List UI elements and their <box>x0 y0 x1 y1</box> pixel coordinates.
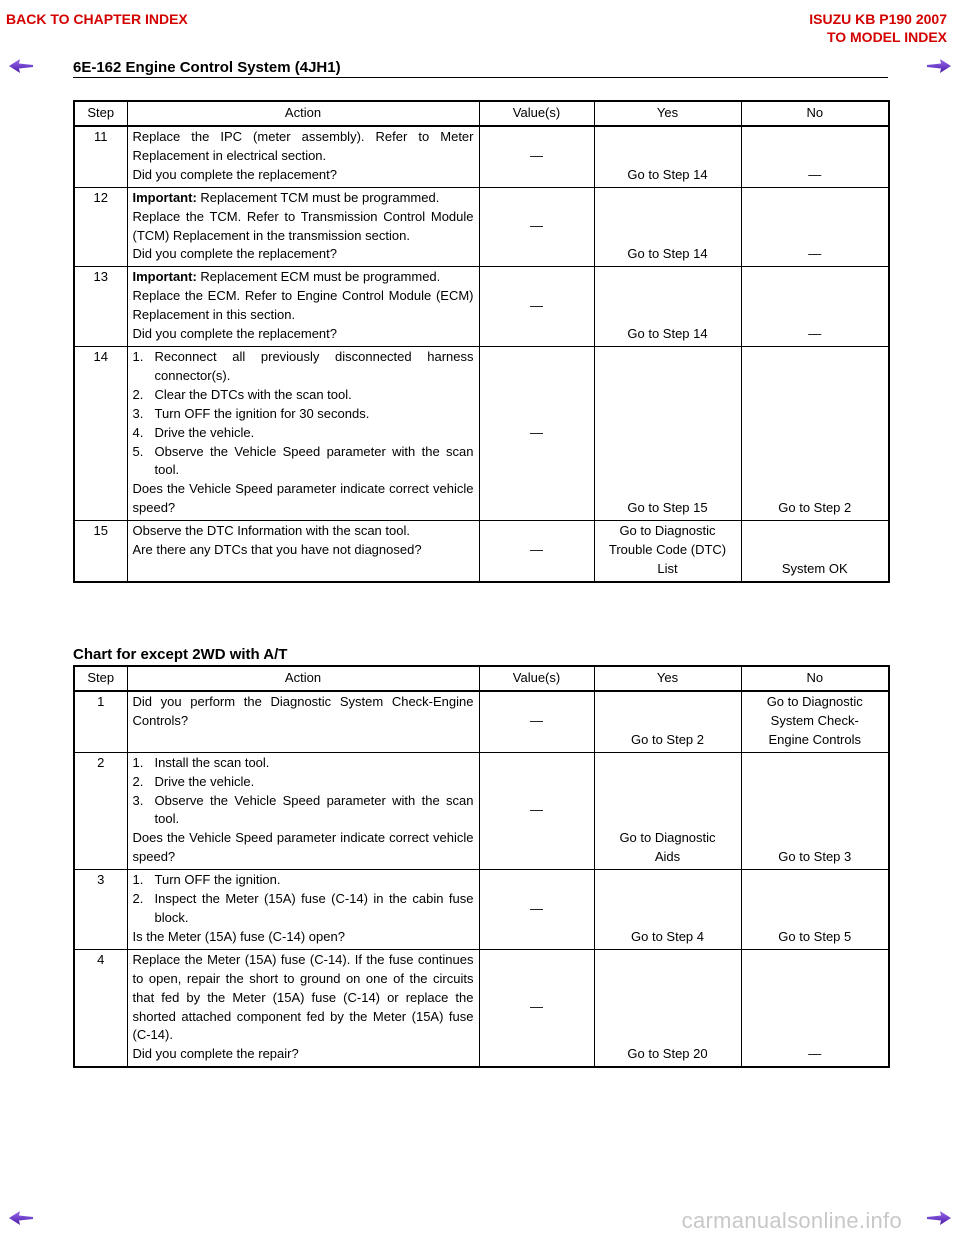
list-item: 4. Drive the vehicle. <box>132 424 255 440</box>
list-item: 5. Observe the Vehicle Speed parameter with the scan tool. <box>132 443 474 478</box>
step-number: 2 <box>74 752 127 869</box>
action-question: Are there any DTCs that you have not diagnosed? <box>132 542 422 558</box>
list-item: 3. Observe the Vehicle Speed parameter with the scan tool. <box>132 792 474 827</box>
list-item: 1. Install the scan tool. <box>132 754 270 770</box>
action-question: Does the Vehicle Speed parameter indicate correct vehicle speed? <box>132 481 474 516</box>
action-cell <box>127 126 479 187</box>
action-text: Replace the Meter (15A) fuse (C-14). If the fuse continues to open, repair the short to ground on one of the circuits that fed by the Meter (15A) fuse (C-14) or replace the shorted attached component fed by the Meter (15A) fuse (C-14). <box>132 951 474 1043</box>
step-number: 13 <box>74 267 127 347</box>
column-header-yes: Yes <box>594 666 741 691</box>
important-text: Replacement ECM must be programmed. <box>196 269 441 285</box>
right-arrow-icon[interactable] <box>926 58 952 74</box>
no-cell: Go to Step 2 <box>741 346 889 520</box>
procedure-list <box>133 754 474 830</box>
diagnostic-table-2 <box>73 665 890 1068</box>
table-row <box>74 870 889 950</box>
action-text: Replace the ECM. Refer to Engine Control Module (ECM) Replacement in this section. <box>132 288 474 323</box>
no-cell: — <box>741 126 889 187</box>
list-item: 3. Turn OFF the ignition for 30 seconds. <box>132 405 370 421</box>
yes-cell: Go to Diagnostic Aids <box>594 752 741 869</box>
value-cell: — <box>479 870 594 950</box>
column-header-yes: Yes <box>594 101 741 126</box>
value-cell: — <box>479 521 594 582</box>
list-item: 2. Clear the DTCs with the scan tool. <box>132 386 352 402</box>
yes-cell: Go to Step 20 <box>594 949 741 1067</box>
table-header-row <box>74 101 889 126</box>
page-title: 6E-162 Engine Control System (4JH1) <box>73 59 341 76</box>
value-cell: — <box>479 267 594 347</box>
value-cell: — <box>479 346 594 520</box>
column-header-value: Value(s) <box>479 101 594 126</box>
important-label: Important: <box>132 189 197 205</box>
back-to-chapter-index-link[interactable]: BACK TO CHAPTER INDEX <box>6 11 188 27</box>
table-row <box>74 691 889 752</box>
column-header-value: Value(s) <box>479 666 594 691</box>
value-cell: — <box>479 187 594 267</box>
no-cell: — <box>741 949 889 1067</box>
step-number: 1 <box>74 691 127 752</box>
no-cell: Go to Step 3 <box>741 752 889 869</box>
list-item: 2. Inspect the Meter (15A) fuse (C-14) in the cabin fuse block. <box>132 891 474 925</box>
column-header-no: No <box>741 666 889 691</box>
action-cell <box>127 187 479 267</box>
procedure-list <box>133 871 474 928</box>
yes-cell: Go to Step 14 <box>594 187 741 267</box>
action-cell <box>127 267 479 347</box>
table-row <box>74 949 889 1067</box>
no-cell: System OK <box>741 521 889 582</box>
left-arrow-icon[interactable] <box>8 58 34 74</box>
yes-cell: Go to Step 14 <box>594 267 741 347</box>
column-header-action: Action <box>127 101 479 126</box>
step-number: 12 <box>74 187 127 267</box>
no-cell: — <box>741 267 889 347</box>
diagnostic-table-1 <box>73 100 890 583</box>
value-cell: — <box>479 691 594 752</box>
column-header-no: No <box>741 101 889 126</box>
step-number: 15 <box>74 521 127 582</box>
action-text: Replace the IPC (meter assembly). Refer to Meter Replacement in electrical section. <box>132 129 474 163</box>
action-question: Is the Meter (15A) fuse (C-14) open? <box>132 928 345 944</box>
action-text: Did you perform the Diagnostic System Check-Engine Controls? <box>132 694 474 728</box>
action-cell <box>127 870 479 950</box>
table-row <box>74 752 889 869</box>
model-title: ISUZU KB P190 2007 <box>809 11 947 27</box>
no-cell: Go to Diagnostic System Check-Engine Controls <box>741 691 889 752</box>
important-text: Replacement TCM must be programmed. <box>196 189 440 205</box>
no-cell: — <box>741 187 889 267</box>
action-text: Observe the DTC Information with the scan tool. <box>132 523 410 539</box>
column-header-step: Step <box>74 101 127 126</box>
action-question: Did you complete the repair? <box>132 1046 299 1062</box>
column-header-step: Step <box>74 666 127 691</box>
table-header-row <box>74 666 889 691</box>
action-cell <box>127 691 479 752</box>
value-cell: — <box>479 126 594 187</box>
action-cell <box>127 752 479 869</box>
column-header-action: Action <box>127 666 479 691</box>
list-item: 1. Turn OFF the ignition. <box>132 872 281 888</box>
action-question: Did you complete the replacement? <box>132 246 338 262</box>
action-question: Did you complete the replacement? <box>132 166 338 182</box>
table-row <box>74 346 889 520</box>
yes-cell: Go to Diagnostic Trouble Code (DTC) List <box>594 521 741 582</box>
action-question: Did you complete the replacement? <box>132 326 338 342</box>
watermark: carmanualsonline.info <box>681 1208 902 1233</box>
yes-cell: Go to Step 2 <box>594 691 741 752</box>
section-heading: Chart for except 2WD with A/T <box>73 646 288 663</box>
to-model-index-link[interactable]: TO MODEL INDEX <box>826 29 947 45</box>
yes-cell: Go to Step 14 <box>594 126 741 187</box>
important-label: Important: <box>132 269 197 285</box>
yes-cell: Go to Step 15 <box>594 346 741 520</box>
value-cell: — <box>479 752 594 869</box>
left-arrow-icon[interactable] <box>8 1210 34 1226</box>
table-row <box>74 126 889 187</box>
header-divider <box>73 77 888 78</box>
action-cell <box>127 521 479 582</box>
table-row <box>74 267 889 347</box>
right-arrow-icon[interactable] <box>926 1210 952 1226</box>
procedure-list <box>133 348 474 480</box>
action-cell <box>127 949 479 1067</box>
no-cell: Go to Step 5 <box>741 870 889 950</box>
yes-cell: Go to Step 4 <box>594 870 741 950</box>
list-item: 1. Reconnect all previously disconnected harness connector(s). <box>132 348 474 383</box>
action-question: Does the Vehicle Speed parameter indicate correct vehicle speed? <box>132 830 474 865</box>
action-text: Replace the TCM. Refer to Transmission Control Module (TCM) Replacement in the transmission section. <box>132 208 474 243</box>
step-number: 3 <box>74 870 127 950</box>
table-row <box>74 187 889 267</box>
table-row <box>74 521 889 582</box>
step-number: 11 <box>74 126 127 187</box>
step-number: 4 <box>74 949 127 1067</box>
list-item: 2. Drive the vehicle. <box>132 773 255 789</box>
value-cell: — <box>479 949 594 1067</box>
action-cell <box>127 346 479 520</box>
step-number: 14 <box>74 346 127 520</box>
